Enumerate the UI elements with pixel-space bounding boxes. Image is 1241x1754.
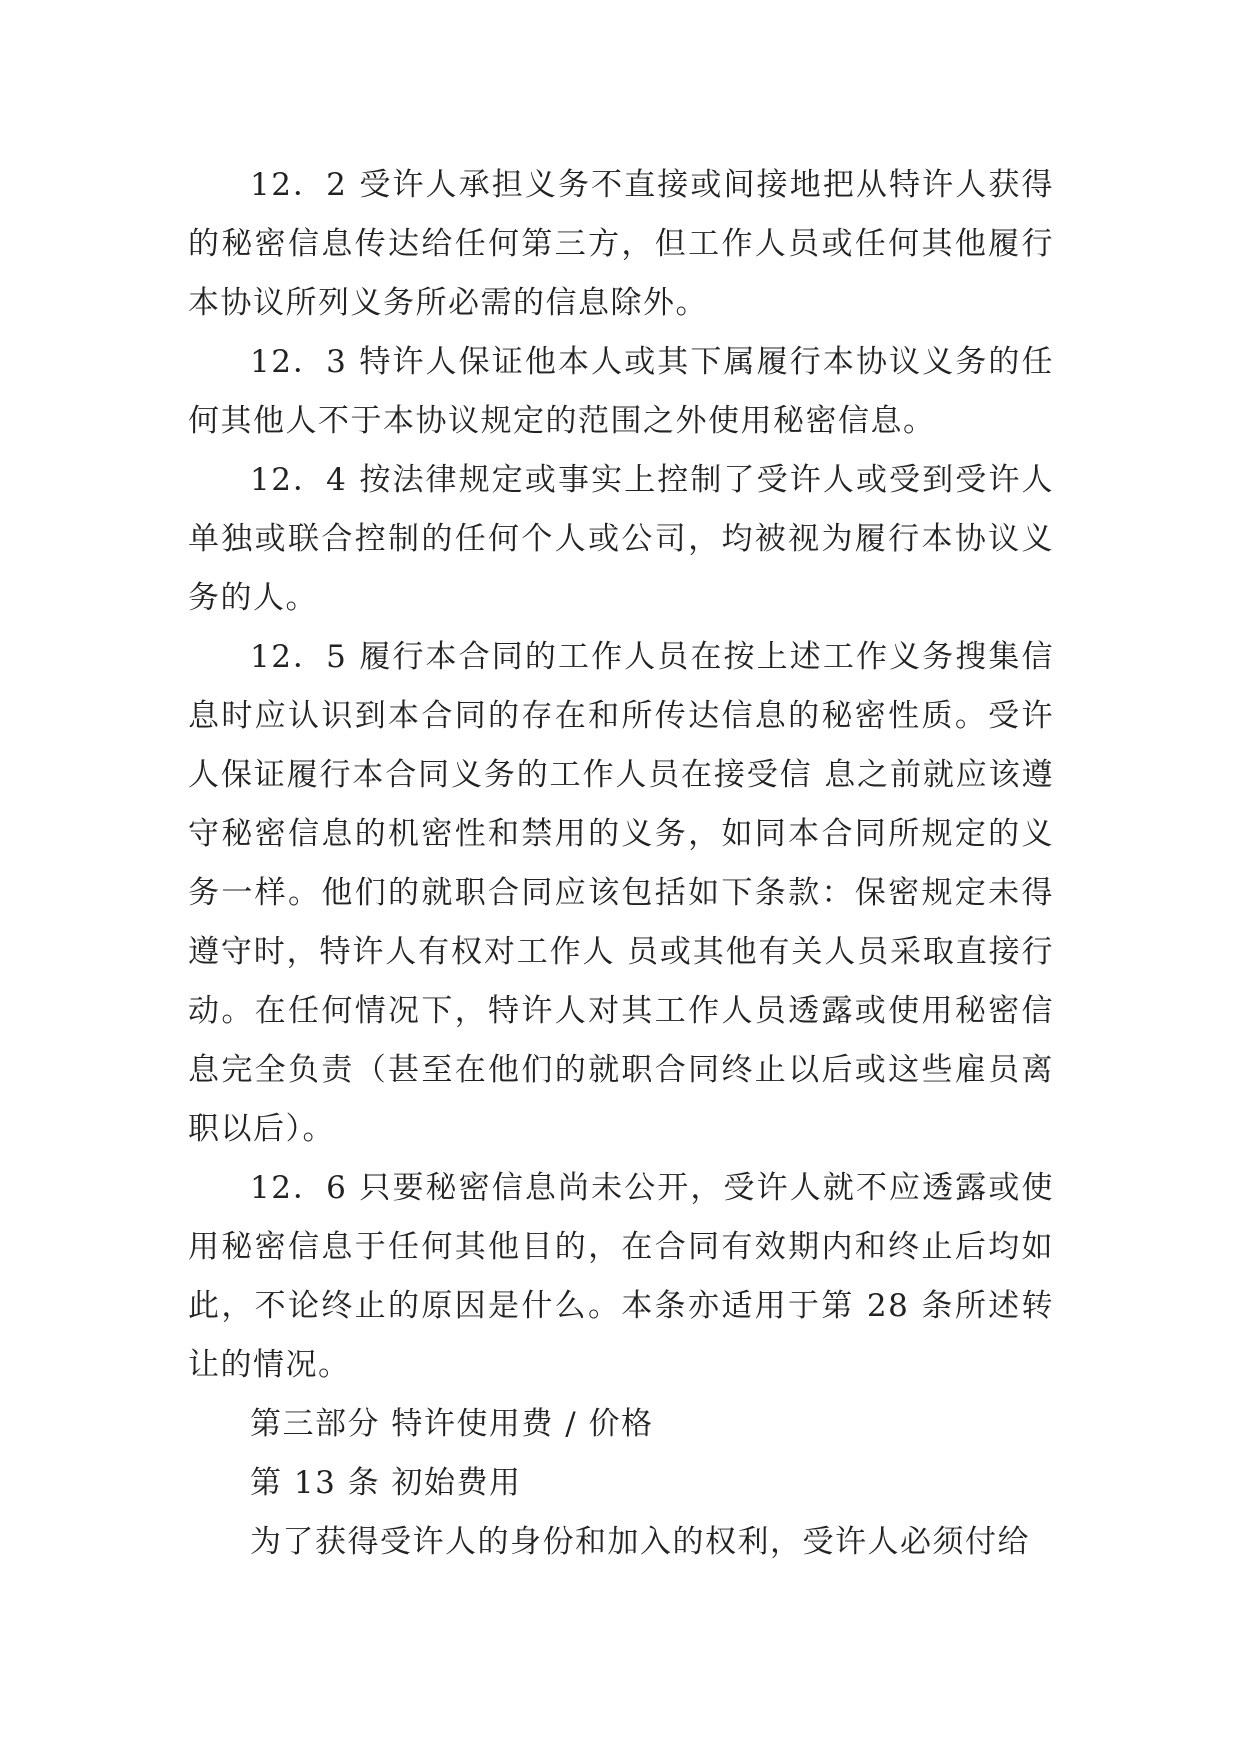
article-heading: 第 13 条 初始费用 [250, 1465, 522, 1501]
part-heading: 第三部分 特许使用费 / 价格 [250, 1406, 654, 1442]
document-page [188, 156, 1054, 1572]
paragraph-12-2: 12．2 受许人承担义务不直接或间接地把从特许人获得的秘密信息传达给任何第三方，但工作人员或任何其他履行本协议所列义务所必需的信息除外。 [188, 167, 1054, 321]
paragraph-12-6: 12．6 只要秘密信息尚未公开，受许人就不应透露或使用秘密信息于任何其他目的，在合同有效期内和终止后均如此，不论终止的原因是什么。本条亦适用于第 28 条所述转让的情况。 [188, 1170, 1054, 1383]
paragraph-12-5: 12．5 履行本合同的工作人员在按上述工作义务搜集信息时应认识到本合同的存在和所传达信息的秘密性质。受许人保证履行本合同义务的工作人员在接受信 息之前就应该遵守秘密信息的机密性和禁用的义务，如同本合同所规定的义务一样。他们的就职合同应该包括如下条款：保密规定未得遵守时，特许人有权对工作人 员或其他有关人员采取直接行动。在任何情况下，特许人对其工作人员透露或使用秘密信息完全负责（甚至在他们的就职合同终止以后或这些雇员离职以后）。 [188, 639, 1054, 1147]
paragraph-13-intro: 为了获得受许人的身份和加入的权利，受许人必须付给 [250, 1524, 1030, 1560]
paragraph-12-3: 12．3 特许人保证他本人或其下属履行本协议义务的任何其他人不于本协议规定的范围之外使用秘密信息。 [188, 344, 1054, 439]
paragraph-12-4: 12．4 按法律规定或事实上控制了受许人或受到受许人单独或联合控制的任何个人或公司，均被视为履行本协议义务的人。 [188, 462, 1054, 616]
